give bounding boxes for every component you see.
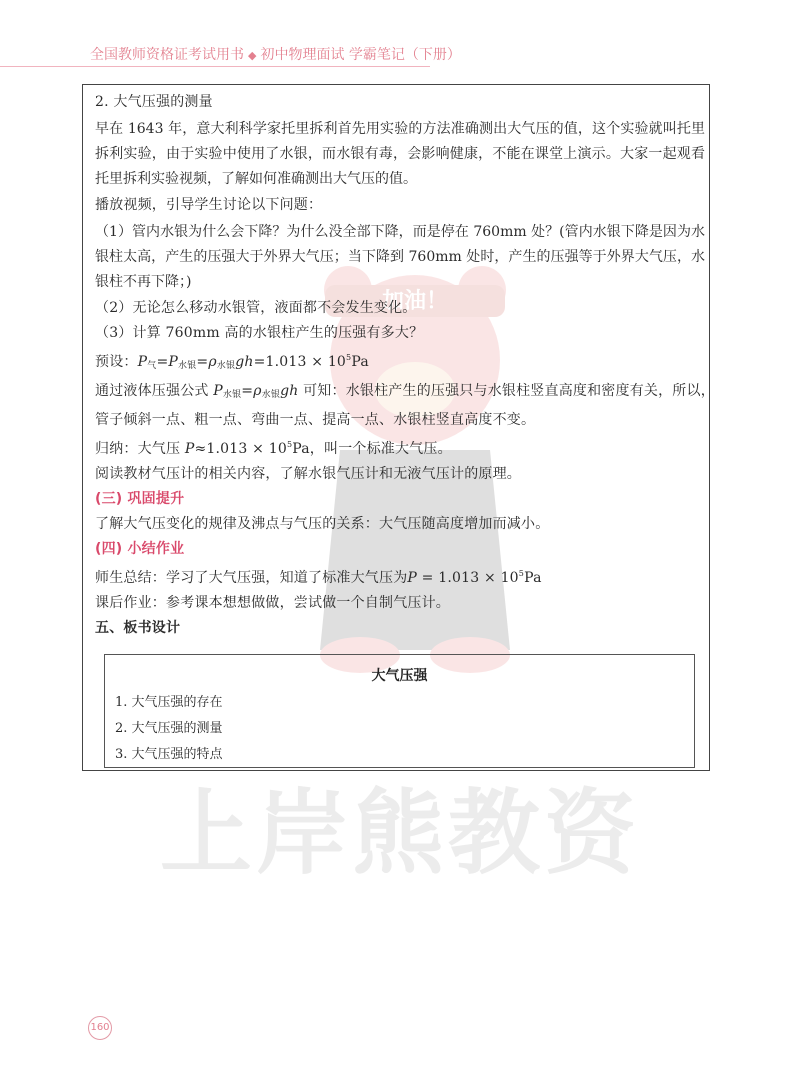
teacher-summary-value: = 1.013 × 10 — [417, 570, 519, 586]
summary-p: P — [184, 441, 195, 457]
liquid-formula-sub-1: 水银 — [222, 390, 242, 400]
teacher-summary-text: 师生总结：学习了大气压强，知道了标准大气压为 — [95, 570, 408, 586]
liquid-formula-eq: =ρ — [241, 383, 262, 399]
board-design-box — [104, 654, 695, 768]
homework-text: 课后作业：参考课本想想做做，尝试做一个自制气压计。 — [95, 595, 450, 611]
header-separator-icon: ◆ — [248, 49, 257, 62]
torricelli-paragraph: 早在 1643 年，意大利科学家托里拆利首先用实验的方法准确测出大气压的值，这个实验就叫托里拆利实验，由于实验中使用了水银，而水银有毒，会影响健康，不能在课堂上演示。大家一起观看托里拆利实验视频，了解如何准确测出大气压的值。 — [95, 121, 705, 187]
header-book: 初中物理面试 学霸笔记（下册） — [260, 47, 461, 63]
formula-sub-mercury-2: 水银 — [216, 361, 236, 371]
question-3: （3）计算 760mm 高的水银柱产生的压强有多大？ — [95, 325, 424, 341]
summary-label: 归纳：大气压 — [95, 441, 185, 457]
summary-standard-pressure — [95, 435, 705, 459]
summary-value: ≈1.013 × 10 — [194, 441, 287, 457]
formula-p: P — [137, 354, 148, 370]
liquid-formula-conclusion: 可知：水银柱产生的压强只与水银柱竖直高度和密度有关，所以， — [298, 383, 715, 399]
page-header — [0, 0, 800, 72]
formula-preset-label: 预设： — [95, 354, 138, 370]
teacher-summary-unit: Pa — [524, 570, 542, 586]
section-summary-homework: (四) 小结作业 — [95, 541, 185, 557]
teacher-summary-exponent: 5 — [518, 569, 525, 578]
formula-exponent: 5 — [346, 353, 352, 362]
liquid-formula-gh: gh — [280, 383, 299, 399]
liquid-formula-intro: 通过液体压强公式 — [95, 383, 214, 399]
board-item: 2. 大气压强的测量 — [115, 721, 223, 736]
consolidation-text: 了解大气压变化的规律及沸点与气压的关系：大气压随高度增加而减小。 — [95, 516, 550, 532]
liquid-formula-sub-2: 水银 — [261, 390, 281, 400]
teacher-summary — [95, 564, 705, 588]
question-1: （1）管内水银为什么会下降？为什么没全部下降，而是停在 760mm 处？(管内水银下降是因为水银柱太高，产生的压强大于外界大气压；当下降到 760mm 处时，产生的压强等于外界大气压，水银柱不再下降；) — [95, 224, 705, 290]
header-series: 全国教师资格证考试用书 — [90, 47, 244, 63]
board-item: 1. 大气压强的存在 — [115, 695, 223, 710]
formula-unit: Pa — [351, 354, 369, 370]
header-rule — [0, 66, 430, 67]
lesson-content — [95, 92, 715, 643]
header-title — [90, 44, 461, 64]
question-2: （2）无论怎么移动水银管，液面都不会发生变化。 — [95, 300, 417, 316]
formula-eq1: =P — [156, 354, 178, 370]
watermark-text: 上岸熊教资 — [160, 780, 641, 887]
page-number: 160 — [88, 1016, 112, 1040]
formula-value: =1.013 × 10 — [253, 354, 347, 370]
section-consolidation: (三) 巩固提升 — [95, 491, 185, 507]
liquid-formula-p: P — [213, 383, 223, 399]
formula-eq2: =ρ — [196, 354, 217, 370]
mascot-headband-text: 加油！ — [381, 289, 449, 314]
board-item: 3. 大气压强的特点 — [115, 747, 223, 762]
formula-sub-mercury-1: 水银 — [178, 361, 197, 371]
board-title: 大气压强 — [371, 668, 428, 684]
section-board-design: 五、板书设计 — [95, 620, 181, 636]
formula-preset — [95, 348, 705, 376]
teacher-summary-p: P — [407, 570, 418, 586]
formula-sub-air: 气 — [147, 361, 157, 371]
video-instruction: 播放视频，引导学生讨论以下问题： — [95, 197, 323, 213]
barometer-reading: 阅读教材气压计的相关内容，了解水银气压计和无液气压计的原理。 — [95, 466, 521, 482]
tube-conclusion: 管子倾斜一点、粗一点、弯曲一点、提高一点、水银柱竖直高度不变。 — [95, 412, 536, 428]
summary-tail: Pa，叫一个标准大气压。 — [292, 441, 452, 457]
summary-exponent: 5 — [286, 440, 293, 449]
formula-gh: gh — [235, 354, 254, 370]
section-title-measurement: 2. 大气压强的测量 — [95, 94, 213, 110]
liquid-pressure-formula — [95, 381, 715, 405]
